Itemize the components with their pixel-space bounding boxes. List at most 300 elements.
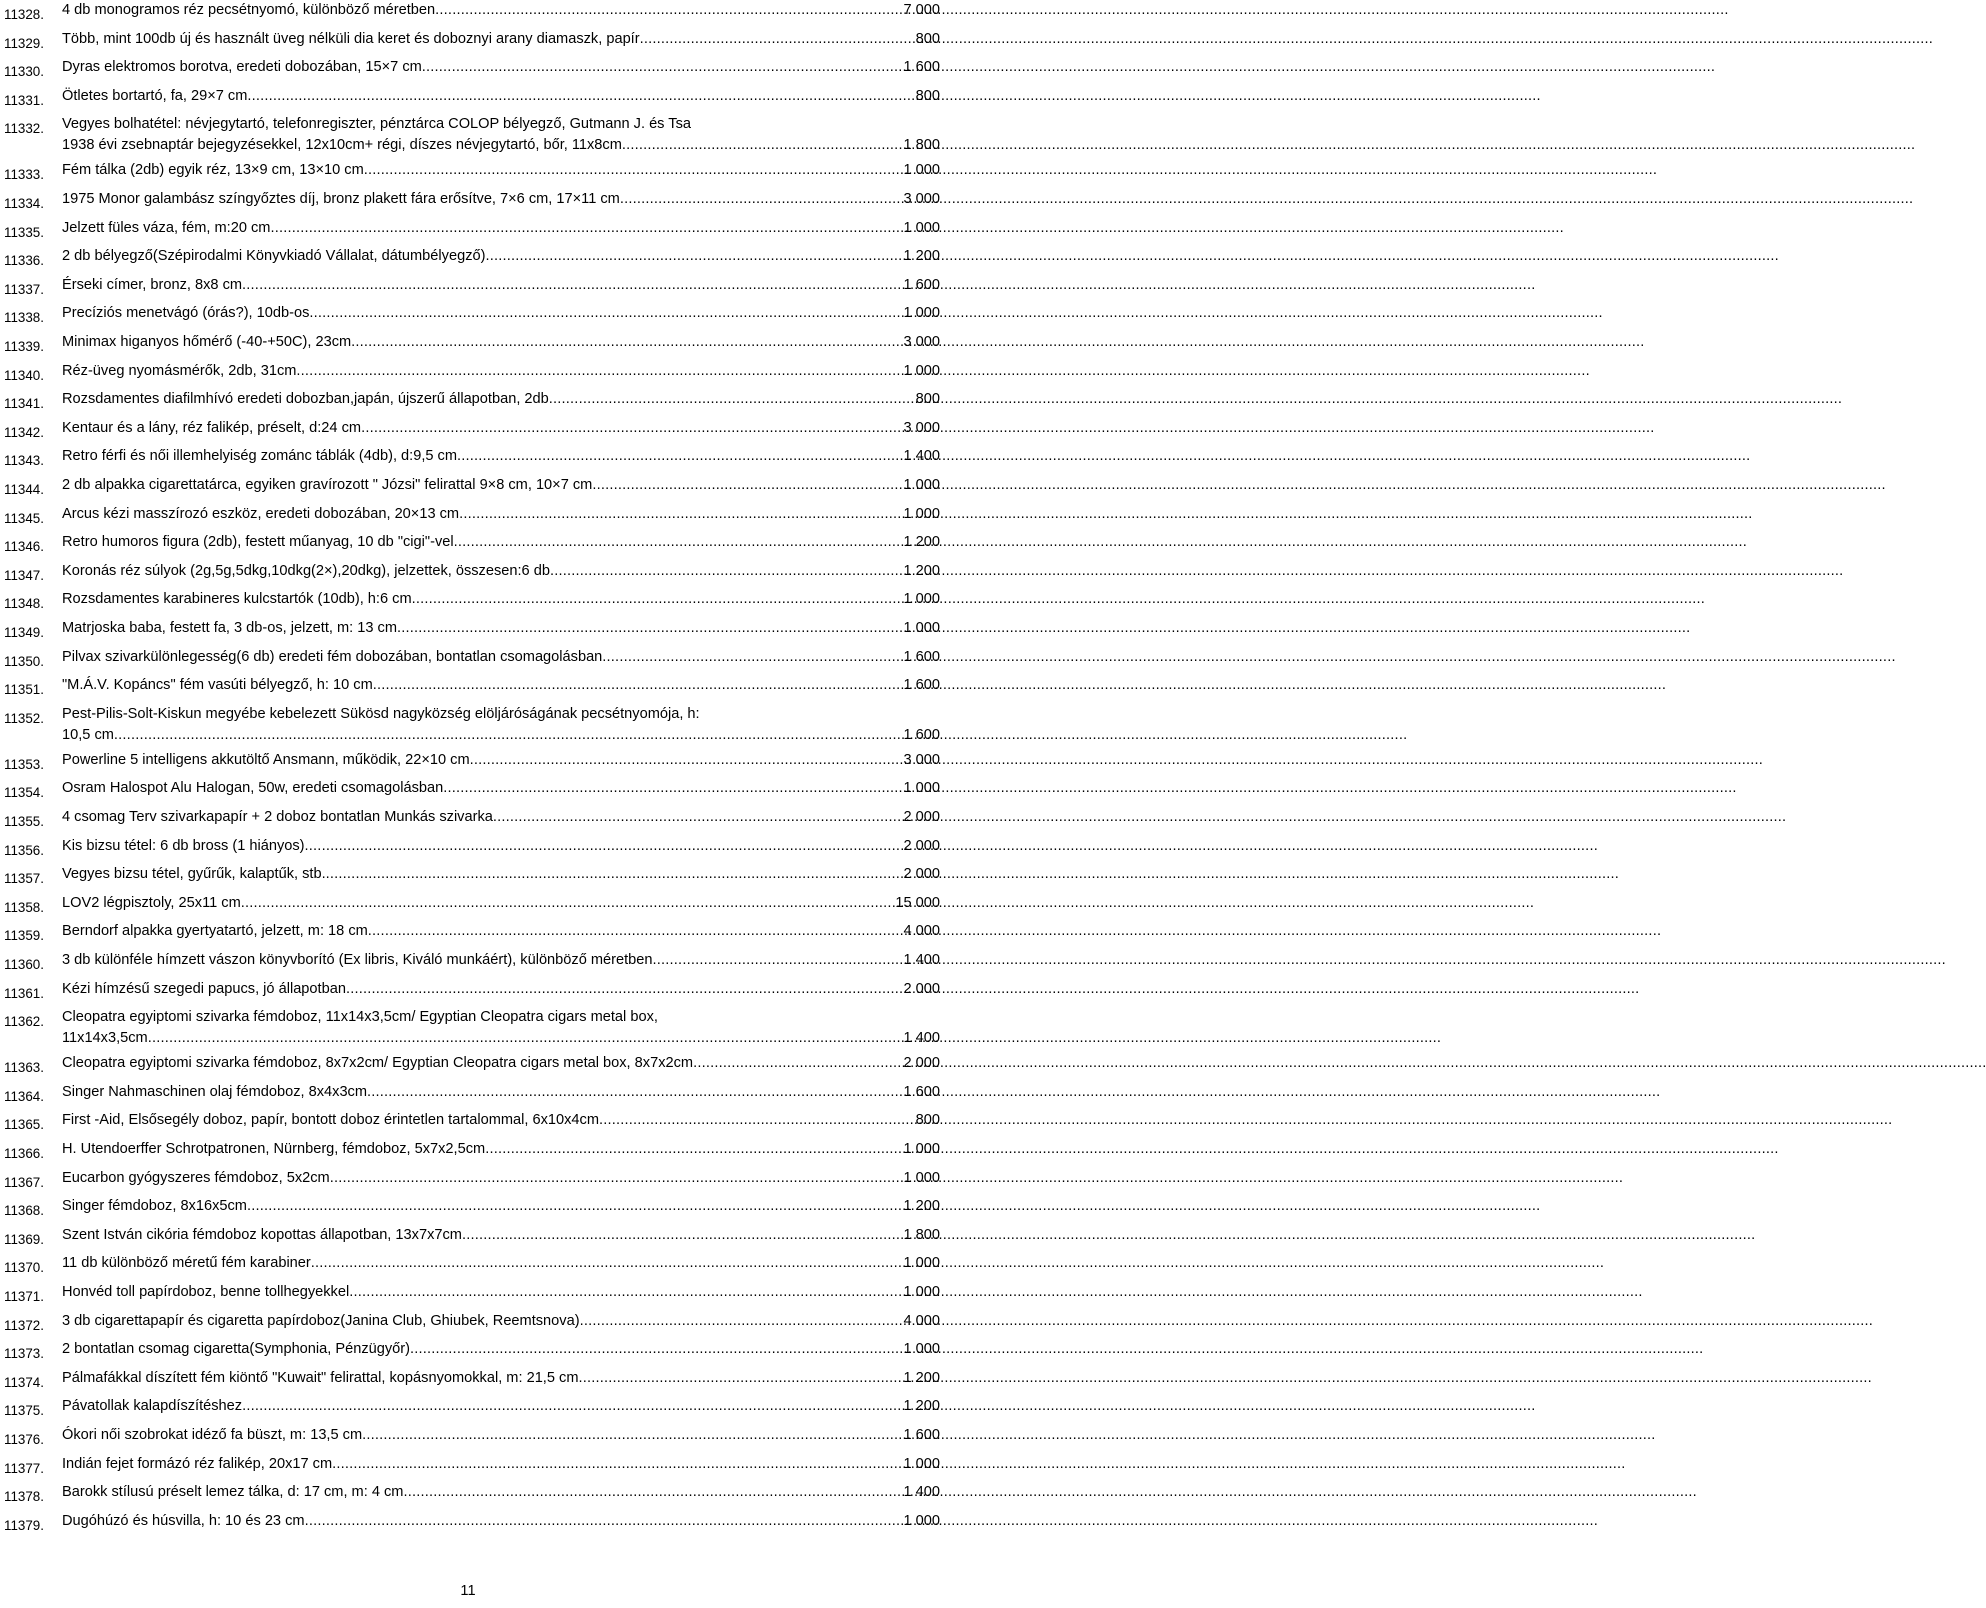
lot-line	[62, 1396, 940, 1417]
lot-line	[62, 332, 940, 353]
lot-line	[62, 1225, 940, 1246]
lot-number: 11333.	[4, 167, 44, 183]
lot-body	[62, 332, 940, 353]
lot-number: 11355.	[4, 814, 44, 829]
lot-number: 11329.	[4, 35, 44, 51]
lot-number: 11360.	[4, 957, 44, 972]
lot-line	[62, 750, 940, 771]
lot-description: Pávatollak kalapdíszítéshez	[62, 1398, 243, 1415]
lot-item	[4, 29, 940, 51]
dot-leader	[485, 246, 902, 267]
lot-price: 1 000	[903, 1255, 940, 1272]
lot-line	[62, 1339, 940, 1360]
lot-body	[62, 1253, 940, 1274]
lot-number: 11338.	[4, 310, 44, 326]
lot-item	[4, 950, 940, 972]
lot-line	[62, 160, 940, 181]
lot-price: 1 000	[903, 1341, 940, 1358]
lot-item	[4, 864, 940, 886]
lot-body	[62, 361, 940, 382]
lot-item	[4, 1311, 940, 1333]
dot-leader	[579, 1368, 903, 1389]
lot-line	[62, 1053, 940, 1074]
lot-description: Retro férfi és női illemhelyiség zománc táblák (4db), d:9,5 cm	[62, 448, 458, 465]
lot-line	[62, 1511, 940, 1532]
lot-description: Precíziós menetvágó (órás?), 10db-os	[62, 305, 310, 322]
lot-line	[62, 532, 940, 553]
lot-body	[62, 1082, 940, 1103]
dot-leader	[349, 1282, 902, 1303]
lot-line	[62, 303, 940, 324]
lot-body	[62, 1007, 940, 1049]
lot-line	[62, 361, 940, 382]
lot-item	[4, 1196, 940, 1218]
lot-price: 1 400	[903, 1030, 940, 1047]
lot-line	[62, 218, 940, 239]
dot-leader	[397, 618, 902, 639]
lot-item	[4, 0, 940, 22]
lot-description: Honvéd toll papírdoboz, benne tollhegyekkel	[62, 1284, 350, 1300]
lot-number: 11369.	[4, 1231, 44, 1247]
lot-item	[4, 1007, 940, 1049]
lot-item	[4, 57, 940, 79]
lot-price: 2 000	[903, 1055, 940, 1072]
dot-leader	[620, 189, 903, 210]
lot-item	[4, 618, 940, 640]
lot-price: 1 600	[903, 726, 940, 743]
lot-item	[4, 1282, 940, 1304]
lot-body	[62, 675, 940, 696]
catalog-page	[0, 0, 960, 1608]
lot-body	[62, 475, 940, 496]
lot-line	[62, 589, 940, 610]
lot-price: 1 000	[903, 620, 940, 636]
lot-body	[62, 1425, 940, 1446]
lot-body	[62, 1339, 940, 1360]
lot-description: 4 csomag Terv szivarkapapír + 2 doboz bontatlan Munkás szivarka	[62, 809, 493, 825]
lot-number: 11373.	[4, 1346, 44, 1362]
lot-line	[62, 418, 940, 439]
lot-description: Berndorf alpakka gyertyatartó, jelzett, m: 18 cm	[62, 923, 368, 940]
lot-item	[4, 675, 940, 697]
dot-leader	[602, 647, 902, 668]
lot-line	[62, 921, 940, 942]
lot-price: 2 000	[903, 980, 940, 997]
lot-number: 11365.	[4, 1117, 44, 1133]
lot-price: 3 000	[903, 191, 940, 207]
lot-body	[62, 1311, 940, 1332]
lot-description: "M.Á.V. Kopáncs" fém vasúti bélyegző, h: 10 cm	[62, 677, 373, 694]
lot-item	[4, 389, 940, 411]
lot-price: 3 000	[903, 419, 940, 436]
lot-description: Érseki címer, bronz, 8x8 cm	[62, 276, 243, 293]
lot-item	[4, 332, 940, 354]
lot-description: 1975 Monor galambász színgyőztes díj, bronz plakett fára erősítve, 7×6 cm, 17×11 cm	[62, 191, 620, 207]
dot-leader	[493, 807, 903, 828]
lot-number: 11332.	[4, 121, 44, 137]
lot-price: 1 200	[903, 1369, 940, 1386]
lot-line	[62, 1028, 940, 1049]
lot-item	[4, 1253, 940, 1275]
lot-description-first-line: Vegyes bolhatétel: névjegytartó, telefonregiszter, pénztárca COLOP bélyegző, Gutmann J. és Tsa	[62, 116, 691, 133]
lot-description: 2 db alpakka cigarettatárca, egyiken gravírozott " Józsi" felirattal 9×8 cm, 10×7 cm	[62, 477, 593, 493]
lot-number: 11353.	[4, 756, 44, 772]
lot-item	[4, 1368, 940, 1390]
lot-line	[62, 1425, 940, 1446]
lot-number: 11367.	[4, 1174, 44, 1190]
lot-item	[4, 303, 940, 325]
lot-number: 11370.	[4, 1260, 44, 1276]
dot-leader	[549, 389, 915, 410]
lot-price: 800	[915, 1112, 940, 1129]
lot-price: 1 600	[903, 1083, 940, 1100]
lot-description: 11 db különböző méretű fém karabiner	[62, 1255, 311, 1272]
lot-description: Singer fémdoboz, 8x16x5cm	[62, 1198, 247, 1215]
lot-price: 1 000	[903, 477, 940, 493]
dot-leader	[114, 725, 903, 746]
lot-item	[4, 532, 940, 554]
lot-body	[62, 57, 940, 78]
lot-number: 11379.	[4, 1517, 44, 1533]
lot-description: Több, mint 100db új és használt üveg nélküli dia keret és doboznyi arany diamaszk, papír	[62, 30, 640, 47]
lot-price: 1 000	[903, 219, 940, 236]
lot-item	[4, 1396, 940, 1418]
lot-price: 1 000	[903, 780, 940, 797]
lot-line	[62, 1196, 940, 1217]
lot-number: 11352.	[4, 710, 44, 726]
lot-item	[4, 1082, 940, 1104]
lot-body	[62, 0, 940, 21]
lot-price: 1 000	[903, 1169, 940, 1186]
lot-description: Ókori női szobrokat idéző fa büszt, m: 13,5 cm	[62, 1427, 363, 1443]
dot-leader	[373, 675, 903, 696]
lot-item	[4, 475, 940, 497]
lot-description: Réz-üveg nyomásmérők, 2db, 31cm	[62, 362, 297, 379]
lot-item	[4, 1482, 940, 1504]
lot-item	[4, 361, 940, 383]
lot-price: 1 600	[903, 648, 940, 665]
lot-item	[4, 704, 940, 746]
lot-body	[62, 704, 940, 746]
lot-description: Kézi hímzésű szegedi papucs, jó állapotban	[62, 980, 346, 997]
lot-body	[62, 303, 940, 324]
lot-description: Dugóhúzó és húsvilla, h: 10 és 23 cm	[62, 1512, 305, 1529]
dot-leader	[550, 561, 903, 582]
lot-description: Pálmafákkal díszített fém kiöntő "Kuwait" felirattal, kopásnyomokkal, m: 21,5 cm	[62, 1369, 579, 1386]
lot-description: Szent István cikória fémdoboz kopottas állapotban, 13x7x7cm	[62, 1226, 462, 1243]
lot-line	[62, 778, 940, 799]
lot-description: Rozsdamentes karabineres kulcstartók (10db), h:6 cm	[62, 591, 412, 608]
lot-item	[4, 778, 940, 800]
lot-body	[62, 446, 940, 467]
lot-description: Pilvax szivarkülönlegesség(6 db) eredeti fém dobozában, bontatlan csomagolásban	[62, 648, 603, 665]
lot-price: 15 000	[895, 894, 940, 911]
dot-leader	[247, 1196, 903, 1217]
lot-number: 11344.	[4, 482, 44, 497]
lot-body	[62, 807, 940, 828]
lot-number: 11361.	[4, 985, 44, 1001]
dot-leader	[311, 1253, 903, 1274]
lot-body	[62, 1225, 940, 1246]
lot-body	[62, 1454, 940, 1475]
lot-description: Indián fejet formázó réz falikép, 20x17 cm	[62, 1455, 333, 1472]
lot-number: 11340.	[4, 367, 44, 383]
lot-description-first-line: Cleopatra egyiptomi szivarka fémdoboz, 11x14x3,5cm/ Egyptian Cleopatra cigars metal box,	[62, 1009, 658, 1026]
lot-line	[62, 561, 940, 582]
dot-leader	[364, 160, 903, 181]
lot-body	[62, 979, 940, 1000]
lot-price: 1 000	[903, 1284, 940, 1300]
lot-line	[62, 647, 940, 668]
dot-leader	[332, 1454, 902, 1475]
lot-price: 1 200	[903, 562, 940, 579]
lot-price: 800	[915, 87, 940, 104]
lot-body	[62, 86, 940, 107]
lot-item	[4, 1139, 940, 1161]
lot-price: 1 000	[903, 1141, 940, 1157]
lot-description: Vegyes bizsu tétel, gyűrűk, kalaptűk, stb.	[62, 866, 326, 883]
dot-leader	[693, 1053, 902, 1074]
lot-line	[62, 836, 940, 857]
lot-body	[62, 275, 940, 296]
lot-price: 4 000	[903, 1312, 940, 1329]
lot-line	[62, 807, 940, 828]
dot-leader	[241, 893, 895, 914]
lot-price: 1 000	[903, 505, 940, 522]
lot-description: Fém tálka (2db) egyik réz, 13×9 cm, 13×10 cm	[62, 162, 364, 179]
lot-description: 2 db bélyegző(Szépirodalmi Könyvkiadó Vállalat, dátumbélyegző)	[62, 248, 486, 265]
lot-number: 11343.	[4, 453, 44, 469]
lot-line	[62, 893, 940, 914]
lot-description: Dyras elektromos borotva, eredeti dobozában, 15×7 cm	[62, 59, 422, 76]
lot-item	[4, 1168, 940, 1190]
lot-body	[62, 418, 940, 439]
lot-line	[62, 246, 940, 267]
lot-description: Matrjoska baba, festett fa, 3 db-os, jelzett, m: 13 cm	[62, 620, 397, 636]
dot-leader	[242, 1396, 902, 1417]
dot-leader	[247, 86, 914, 107]
lot-price: 1 600	[903, 276, 940, 293]
lot-line	[62, 1368, 940, 1389]
lot-item	[4, 561, 940, 583]
lot-number: 11375.	[4, 1403, 44, 1419]
lot-number: 11345.	[4, 510, 44, 526]
lot-line	[62, 504, 940, 525]
lot-number: 11337.	[4, 281, 44, 297]
lot-price: 1 600	[903, 677, 940, 694]
dot-leader	[422, 57, 903, 78]
lot-item	[4, 275, 940, 297]
lot-line	[62, 1282, 940, 1303]
lot-item	[4, 1425, 940, 1447]
lot-item	[4, 1454, 940, 1476]
lot-body	[62, 1196, 940, 1217]
lot-line	[62, 57, 940, 78]
lot-item	[4, 836, 940, 858]
lot-number: 11366.	[4, 1146, 44, 1161]
dot-leader	[403, 1482, 902, 1503]
lot-body	[62, 1396, 940, 1417]
lot-line	[62, 29, 940, 50]
dot-leader	[367, 1082, 902, 1103]
lot-price: 1 000	[903, 1455, 940, 1472]
lot-item	[4, 160, 940, 182]
lot-number: 11336.	[4, 253, 44, 269]
lot-description: 10,5 cm	[62, 726, 114, 743]
lot-description: LOV2 légpisztoly, 25x11 cm	[62, 894, 241, 911]
dot-leader	[580, 1311, 903, 1332]
lot-price: 1 000	[903, 591, 940, 608]
lot-price: 2 000	[903, 837, 940, 854]
lot-item	[4, 218, 940, 240]
dot-leader	[242, 275, 902, 296]
lot-number: 11349.	[4, 625, 44, 640]
dot-leader	[454, 532, 903, 553]
lot-price: 1 800	[903, 1226, 940, 1243]
lot-body	[62, 750, 940, 771]
lot-line	[62, 618, 940, 639]
lot-body	[62, 218, 940, 239]
lot-item	[4, 589, 940, 611]
dot-leader	[296, 361, 902, 382]
lot-number: 11363.	[4, 1060, 44, 1076]
lot-number: 11339.	[4, 339, 44, 354]
lot-item	[4, 1339, 940, 1361]
dot-leader	[309, 303, 902, 324]
lot-item	[4, 504, 940, 526]
lot-line	[62, 389, 940, 410]
lot-description: 2 bontatlan csomag cigaretta(Symphonia, Pénzügyőr)	[62, 1341, 411, 1358]
lot-price: 1 600	[903, 1427, 940, 1443]
lot-number: 11354.	[4, 785, 44, 801]
lot-body	[62, 778, 940, 799]
dot-leader	[148, 1028, 903, 1049]
dot-leader	[410, 1339, 902, 1360]
lot-number: 11372.	[4, 1317, 44, 1333]
lot-body	[62, 1139, 940, 1160]
lot-description: 11x14x3,5cm	[62, 1030, 148, 1047]
lot-body	[62, 1282, 940, 1303]
lot-price: 2 000	[903, 809, 940, 825]
dot-leader	[653, 950, 903, 971]
lot-item	[4, 1225, 940, 1247]
lot-price: 2 000	[903, 866, 940, 883]
lot-price: 1 200	[903, 1398, 940, 1415]
lot-price: 1 400	[903, 1484, 940, 1501]
dot-leader	[305, 1511, 903, 1532]
lot-description: Rozsdamentes diafilmhívó eredeti dobozban,japán, újszerű állapotban, 2db	[62, 391, 549, 408]
lot-line	[62, 1253, 940, 1274]
lot-description: Powerline 5 intelligens akkutöltő Ansmann, működik, 22×10 cm	[62, 751, 470, 768]
lot-line	[62, 86, 940, 107]
lot-line	[62, 446, 940, 467]
dot-leader	[470, 750, 903, 771]
lot-description: Kis bizsu tétel: 6 db bross (1 hiányos)	[62, 837, 305, 854]
lot-number: 11328.	[4, 7, 44, 22]
lot-description: Eucarbon gyógyszeres fémdoboz, 5x2cm	[62, 1169, 330, 1186]
lot-line	[62, 475, 940, 496]
lot-body	[62, 1482, 940, 1503]
lot-line	[62, 1482, 940, 1503]
dot-leader	[368, 921, 903, 942]
lot-body	[62, 532, 940, 553]
lot-number: 11362.	[4, 1014, 44, 1030]
lot-number: 11374.	[4, 1374, 44, 1390]
lot-number: 11334.	[4, 196, 44, 211]
lot-body	[62, 29, 940, 50]
dot-leader	[592, 475, 902, 496]
lot-line	[62, 275, 940, 296]
lot-body	[62, 836, 940, 857]
dot-leader	[459, 504, 902, 525]
lot-body	[62, 1368, 940, 1389]
dot-leader	[361, 418, 902, 439]
lot-body	[62, 1511, 940, 1532]
lot-body	[62, 950, 940, 971]
lot-body	[62, 1110, 940, 1131]
dot-leader	[435, 0, 902, 21]
lot-item	[4, 86, 940, 108]
lot-item	[4, 246, 940, 268]
lot-description: Minimax higanyos hőmérő (-40-+50C), 23cm	[62, 334, 352, 350]
lot-price: 1 600	[903, 59, 940, 76]
dot-leader	[443, 778, 902, 799]
dot-leader	[351, 332, 902, 353]
lot-description: Arcus kézi masszírozó eszköz, eredeti dobozában, 20×13 cm	[62, 505, 460, 522]
lot-number: 11341.	[4, 396, 44, 412]
lot-item	[4, 921, 940, 943]
lot-line	[62, 1168, 940, 1189]
page-number: 11	[460, 1583, 476, 1599]
lot-item	[4, 979, 940, 1001]
lot-number: 11368.	[4, 1203, 44, 1219]
lot-number: 11346.	[4, 539, 44, 555]
lot-body	[62, 246, 940, 267]
lot-number: 11335.	[4, 224, 44, 240]
lot-description: Koronás réz súlyok (2g,5g,5dkg,10dkg(2×),20dkg), jelzettek, összesen:6 db	[62, 562, 550, 579]
lot-item	[4, 189, 940, 211]
lot-description: 3 db cigarettapapír és cigaretta papírdoboz(Janina Club, Ghiubek, Reemtsnova)	[62, 1312, 580, 1329]
lot-number: 11364.	[4, 1088, 44, 1104]
lot-description: 4 db monogramos réz pecsétnyomó, különböző méretben	[62, 2, 436, 18]
dot-leader	[462, 1225, 903, 1246]
lot-body	[62, 864, 940, 885]
lot-body	[62, 114, 940, 156]
lot-number: 11330.	[4, 64, 44, 80]
lot-number: 11377.	[4, 1460, 44, 1476]
lot-body	[62, 589, 940, 610]
lot-line	[62, 1454, 940, 1475]
lot-price: 3 000	[903, 334, 940, 350]
lot-item	[4, 1053, 940, 1075]
lot-body	[62, 189, 940, 210]
lot-number: 11347.	[4, 567, 44, 583]
lot-item	[4, 807, 940, 829]
dot-leader	[457, 446, 902, 467]
lot-description: First -Aid, Elsősegély doboz, papír, bontott doboz érintetlen tartalommal, 6x10x4cm	[62, 1112, 599, 1129]
lot-number: 11371.	[4, 1289, 44, 1304]
lot-price: 1 200	[903, 534, 940, 551]
lot-line	[62, 1139, 940, 1160]
lot-price: 7 000	[903, 2, 940, 18]
dot-leader	[362, 1425, 902, 1446]
lot-line	[62, 1110, 940, 1131]
lot-price: 1 200	[903, 1198, 940, 1215]
lot-price: 4 000	[903, 923, 940, 940]
lot-body	[62, 504, 940, 525]
lot-item	[4, 114, 940, 156]
dot-leader	[622, 135, 903, 156]
